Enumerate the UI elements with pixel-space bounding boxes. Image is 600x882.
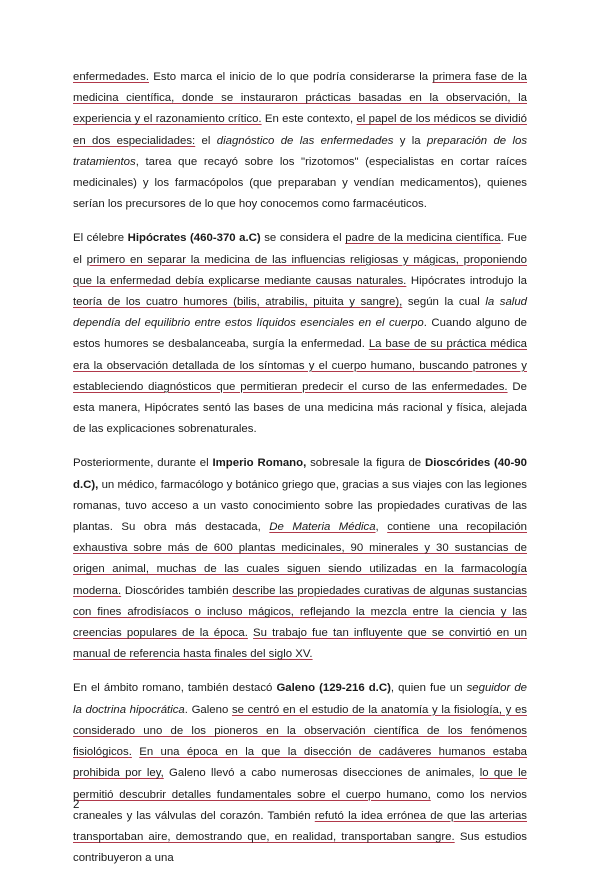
text-run: se considera el bbox=[260, 232, 346, 245]
underlined-text: se centró en el estudio de la anatomía y la fisiología, y es considerado uno de los pioneros en la observación científica de los fenómenos fisiológicos. bbox=[73, 703, 527, 759]
text-run: De esta manera, Hipócrates sentó las bases de una medicina más racional y física, alejada de las explicaciones sobrenaturales. bbox=[73, 380, 527, 436]
text-run: y la bbox=[393, 134, 427, 147]
text-run: El célebre bbox=[73, 232, 128, 245]
bold-text: Hipócrates (460-370 a.C) bbox=[127, 232, 261, 245]
underlined-text: enfermedades. bbox=[73, 71, 149, 83]
bold-text: Galeno (129-216 d.C) bbox=[276, 682, 391, 695]
paragraph bbox=[73, 453, 527, 665]
text-run: . Cuando alguno de estos humores se desbalanceaba, surgía la enfermedad. bbox=[73, 317, 528, 351]
italic-text: preparación de los tratamientos bbox=[73, 134, 528, 168]
bold-text: Imperio Romano, bbox=[212, 457, 307, 470]
paragraph bbox=[73, 67, 527, 215]
underlined-text: contiene una recopilación exhaustiva sobre más de 600 plantas medicinales, 90 minerales y 30 sustancias de origen animal, muchas de las cuales siguen siendo utilizadas en la farmacología moderna. bbox=[73, 521, 528, 597]
text-run: según la cual bbox=[402, 296, 486, 309]
italic-text: diagnóstico de las enfermedades bbox=[216, 134, 394, 147]
page-number: 2 bbox=[73, 799, 80, 811]
body-text bbox=[73, 67, 527, 882]
text-run: Posteriormente, durante el bbox=[73, 457, 213, 470]
text-run: . Galeno bbox=[184, 703, 232, 716]
text-run: sobresale la figura de bbox=[306, 457, 425, 470]
text-run: el bbox=[195, 134, 217, 147]
text-run: como los nervios craneales y las válvulas del corazón. También bbox=[73, 788, 527, 822]
italic-text: De Materia Médica bbox=[269, 521, 376, 534]
underlined-text: primero en separar la medicina de las influencias religiosas y mágicas, proponiendo que la enfermedad debía explicarse mediante causas naturales. bbox=[73, 253, 528, 287]
underlined-text: primera fase de la medicina científica, donde se instauraron prácticas basadas en la observación, la experiencia y el razonamiento crítico. bbox=[73, 71, 527, 126]
underlined-text: En una época en la que la disección de cadáveres humanos estaba prohibida por ley, bbox=[73, 746, 527, 780]
bold-text: Dioscórides (40-90 d.C), bbox=[73, 457, 527, 491]
text-run: . Fue el bbox=[73, 232, 527, 266]
text-run: En el ámbito romano, también destacó bbox=[73, 682, 277, 695]
underlined-text: La base de su práctica médica era la observación detallada de los síntomas y el cuerpo humano, buscando patrones y estableciendo diagnósticos que permitieran predecir el curso de las enfermedades. bbox=[73, 338, 528, 393]
text-run: En este contexto, bbox=[261, 113, 357, 126]
paragraph bbox=[73, 228, 527, 440]
italic-text: la salud dependía del equilibrio entre estos líquidos esenciales en el cuerpo bbox=[73, 296, 528, 330]
underlined-text: refutó la idea errónea de que las arterias transportaban aire, demostrando que, en realidad, transportaban sangre. bbox=[73, 809, 527, 843]
text-run: Dioscórides también bbox=[121, 584, 233, 597]
underlined-text: describe las propiedades curativas de algunas sustancias con fines afrodisíacos o incluso mágicos, reflejando la mezcla entre la ciencia y las creencias populares de la época. bbox=[73, 584, 527, 640]
underlined-text: teoría de los cuatro humores (bilis, atrabilis, pituita y sangre), bbox=[73, 296, 403, 309]
paragraph bbox=[73, 678, 527, 869]
text-run: Hipócrates introdujo la bbox=[406, 274, 528, 287]
text-run: un médico, farmacólogo y botánico griego que, gracias a sus viajes con las legiones romanas, tuvo acceso a un vasto conocimiento sobre las propiedades curativas de las plantas. Su obra más destacada, bbox=[73, 478, 527, 534]
underlined-text: padre de la medicina científica bbox=[345, 232, 501, 245]
underlined-text: el papel de los médicos se dividió en dos especialidades: bbox=[73, 113, 527, 147]
text-run: Esto marca el inicio de lo que podría considerarse la bbox=[149, 71, 433, 83]
underlined-text: Su trabajo fue tan influyente que se convirtió en un manual de referencia hasta finales del siglo XV. bbox=[73, 627, 527, 661]
text-run: Galeno llevó a cabo numerosas disecciones de animales, bbox=[163, 767, 480, 780]
italic-text: seguidor de la doctrina hipocrática bbox=[73, 682, 527, 716]
text-run: , quien fue un bbox=[390, 682, 467, 695]
text-run: , bbox=[375, 521, 388, 534]
text-run: , tarea que recayó sobre los "rizotomos" (especialistas en cortar raíces medicinales) y los farmacópolos (que preparaban y vendían medicamentos), quienes serían los precursores de lo que hoy conocemos como farmacéuticos. bbox=[73, 155, 527, 211]
underlined-text: lo que le permitió descubrir detalles fundamentales sobre el cuerpo humano, bbox=[73, 767, 527, 801]
text-run: Sus estudios contribuyeron a una bbox=[73, 830, 528, 865]
